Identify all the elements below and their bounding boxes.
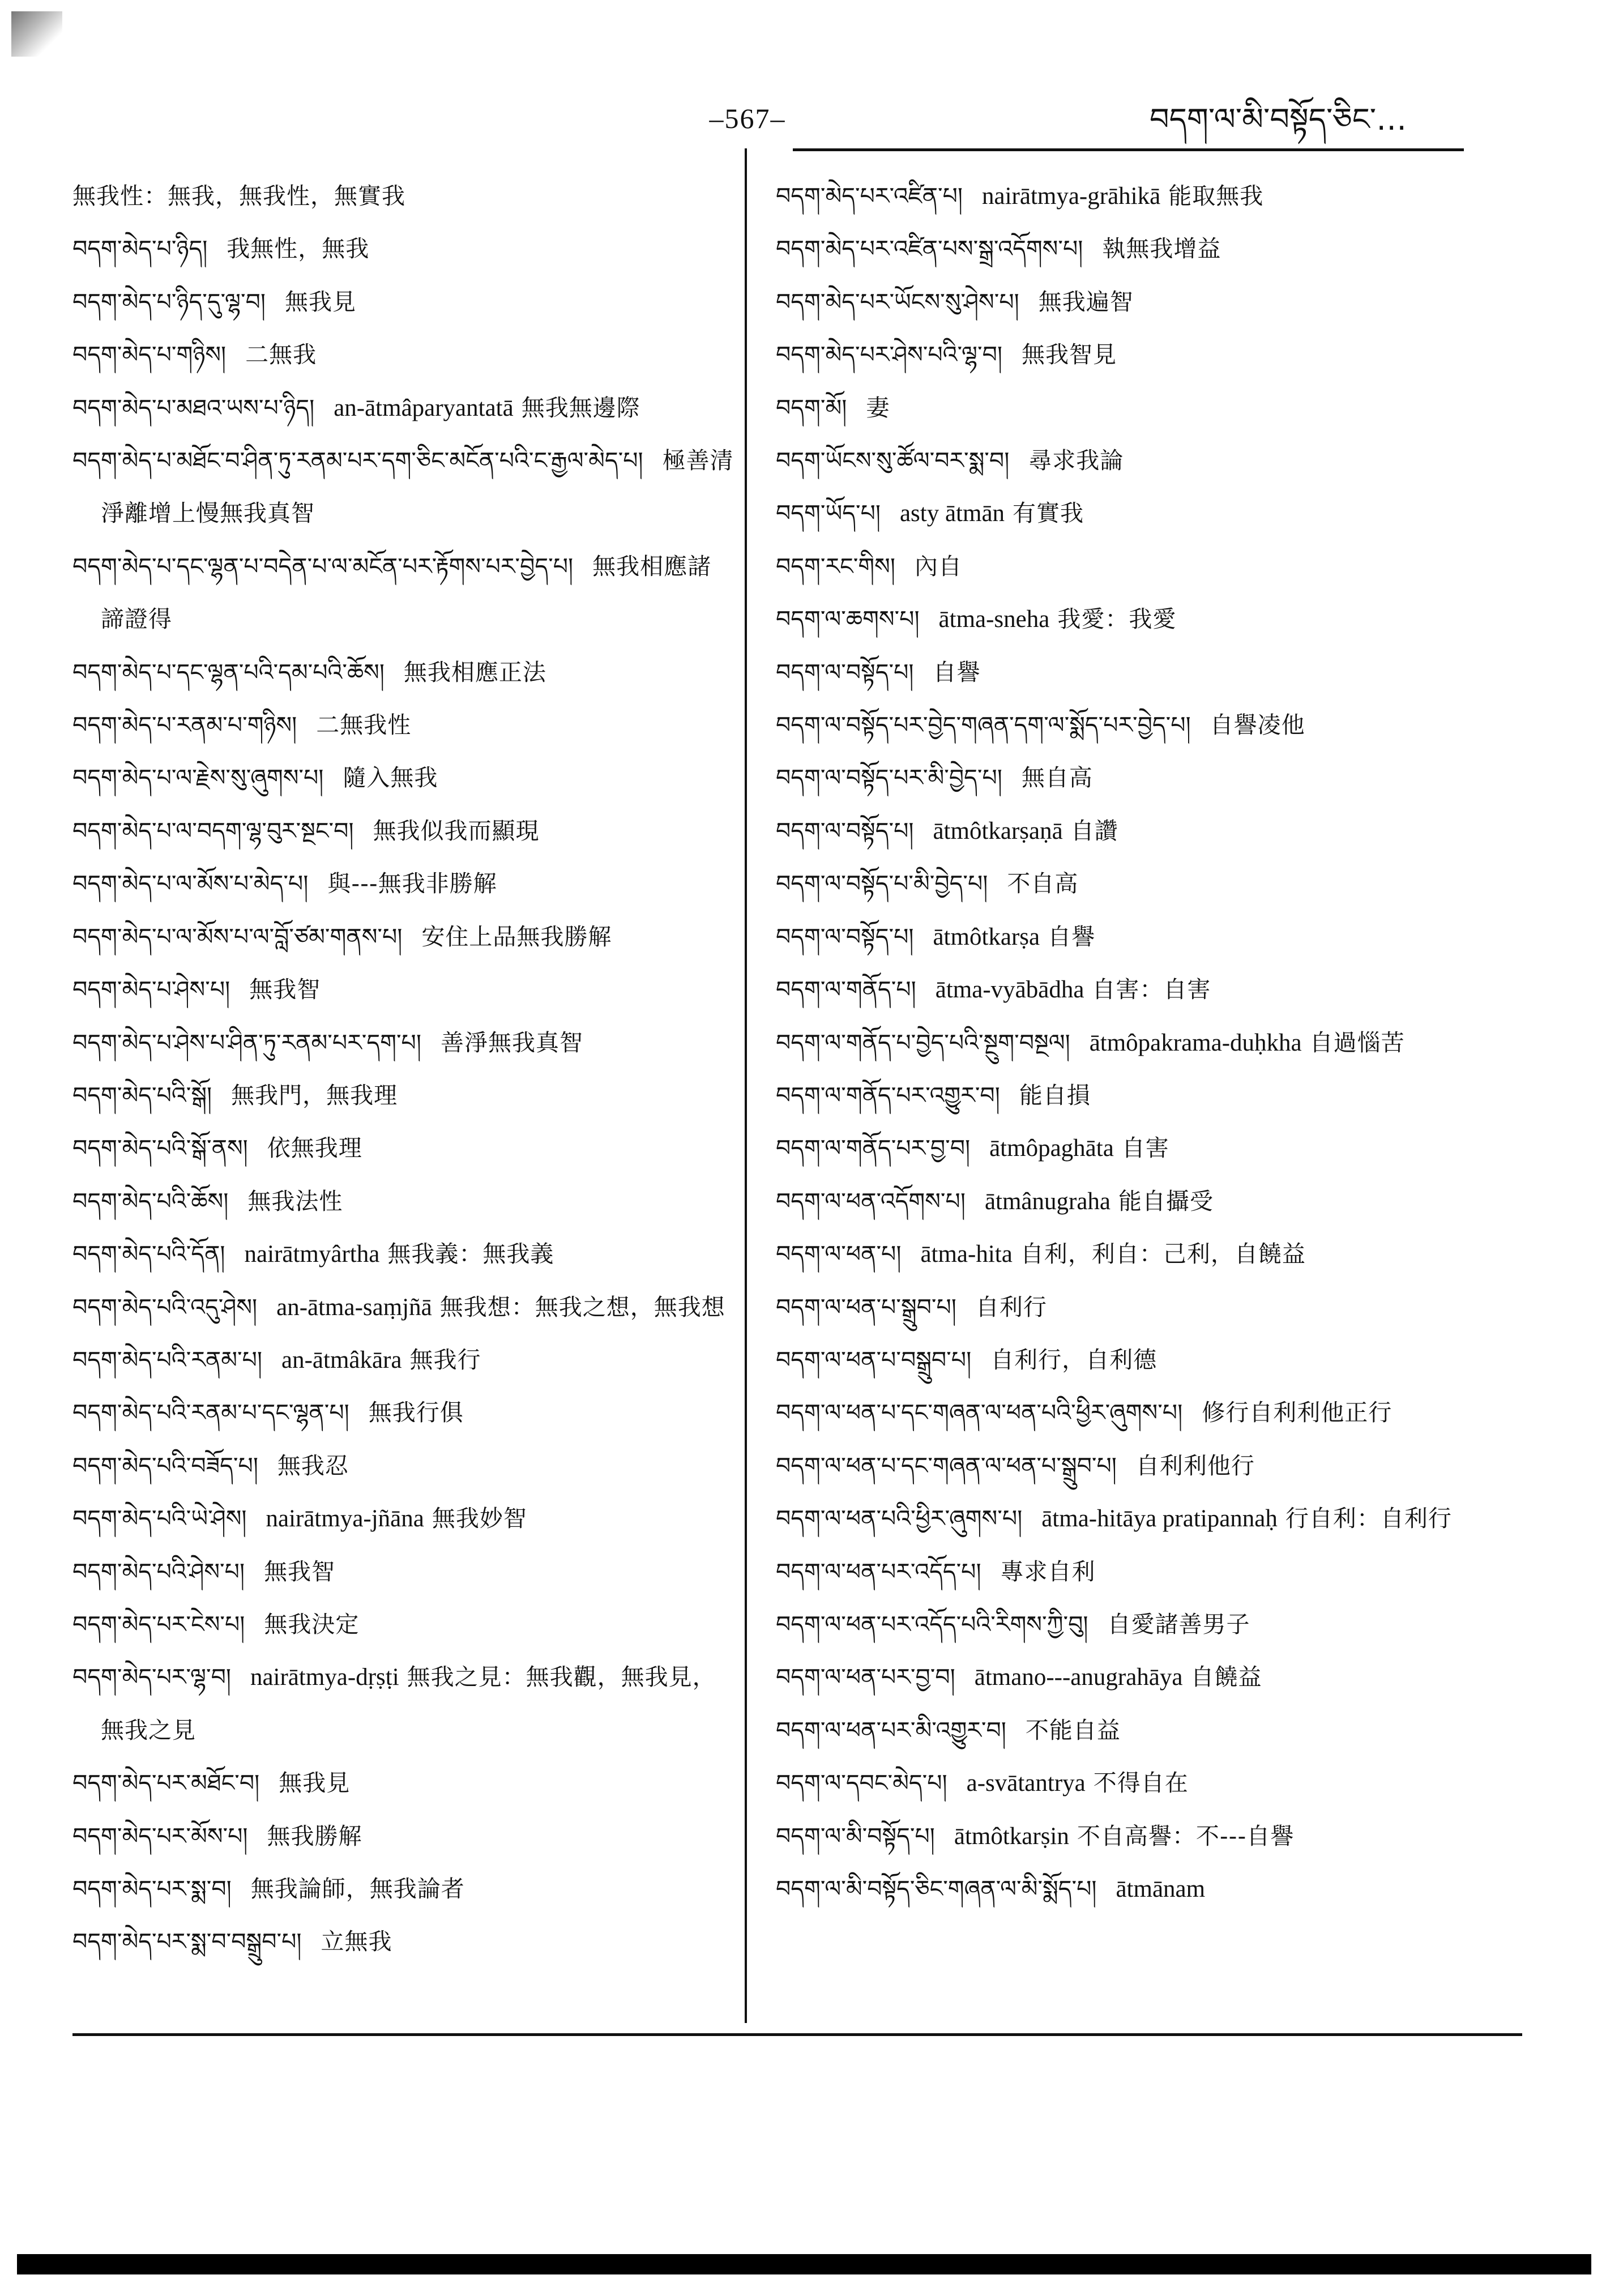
chinese-gloss: 無我見 bbox=[279, 1769, 351, 1797]
tibetan-term: བདག་མེད་པ་ལ་མོས་པ་ལ་བློ་ཙམ་གནས་པ། bbox=[72, 923, 403, 950]
dictionary-entry bbox=[776, 1863, 1489, 1915]
chinese-gloss: 無我行俱 bbox=[368, 1399, 464, 1427]
tibetan-term: བདག་ལ་བསྟོད་པ་མི་བྱེད་པ། bbox=[776, 870, 988, 898]
chinese-gloss: 自利，利自：己利，自饒益 bbox=[1020, 1240, 1306, 1268]
tibetan-term: བདག་ལ་ཕན་པ། bbox=[776, 1240, 902, 1268]
dictionary-entry bbox=[72, 276, 735, 328]
dictionary-entry bbox=[72, 752, 735, 804]
tibetan-term: བདག་ལ་ཕན་པར་འདོད་པའི་རིགས་ཀྱི་བུ། bbox=[776, 1610, 1088, 1638]
tibetan-term: བདག་ལ་མི་བསྟོད་པ། bbox=[776, 1822, 935, 1850]
chinese-gloss: 我愛：我愛 bbox=[1057, 605, 1177, 633]
tibetan-term: བདག་མེད་པའི་རནམ་པ། bbox=[72, 1346, 263, 1373]
chinese-gloss: 自利行 bbox=[975, 1293, 1047, 1321]
tibetan-term: བདག་མེད་པའི་བཟོད་པ། bbox=[72, 1452, 258, 1479]
sanskrit-equivalent: ātmânugraha bbox=[984, 1188, 1111, 1215]
chinese-gloss: 二無我 bbox=[245, 341, 317, 369]
chinese-gloss: 專求自利 bbox=[1000, 1557, 1096, 1585]
chinese-gloss: 自譽 bbox=[1048, 923, 1096, 950]
tibetan-term: བདག་ལ་ཕན་པར་བྱ་བ། bbox=[776, 1663, 955, 1691]
dictionary-entry bbox=[776, 540, 1489, 593]
tibetan-term: བདག་མེད་པར་སྨ་བ་བསྒྲུབ་པ། bbox=[72, 1928, 302, 1956]
tibetan-term: བདག་ལ་ཕན་འདོགས་པ། bbox=[776, 1187, 966, 1215]
dictionary-entry bbox=[776, 1492, 1489, 1545]
dictionary-entry bbox=[72, 911, 735, 963]
dictionary-entry bbox=[72, 170, 735, 223]
tibetan-term: བདག་ལ་བསྟོད་པར་མི་བྱེད་པ། bbox=[776, 764, 1002, 792]
dictionary-entry bbox=[776, 1386, 1489, 1439]
tibetan-term: བདག་ལ་བསྟོད་པ། bbox=[776, 658, 914, 686]
scan-smudge bbox=[11, 11, 62, 57]
chinese-gloss: 自害：自害 bbox=[1092, 976, 1211, 1004]
tibetan-term: བདག་མེད་པར་ངེས་པ། bbox=[72, 1610, 245, 1638]
tibetan-term: བདག་མེད་པར་ཡོངས་སུ་ཤེས་པ། bbox=[776, 288, 1019, 315]
dictionary-entry bbox=[776, 170, 1489, 223]
dictionary-entry bbox=[776, 805, 1489, 857]
sanskrit-equivalent: nairātmya-grāhikā bbox=[982, 183, 1161, 210]
dictionary-entry bbox=[776, 1334, 1489, 1386]
chinese-gloss: 不自高譽：不---自譽 bbox=[1077, 1822, 1295, 1850]
dictionary-entry bbox=[776, 434, 1489, 487]
chinese-gloss: 二無我性 bbox=[316, 711, 412, 739]
dictionary-entry bbox=[72, 1386, 735, 1439]
tibetan-term: བདག་ལ་ཕན་པར་མི་འགྱུར་བ། bbox=[776, 1716, 1006, 1744]
chinese-gloss: 自利利他行 bbox=[1135, 1452, 1255, 1479]
chinese-gloss: 無我勝解 bbox=[267, 1822, 362, 1850]
sanskrit-equivalent: an-ātmâparyantatā bbox=[334, 394, 514, 421]
chinese-gloss: 我無性，無我 bbox=[227, 235, 370, 263]
tibetan-term: བདག་མེད་པར་ལྷ་བ། bbox=[72, 1663, 231, 1691]
tibetan-term: བདག་ལ་གནོད་པར་འགྱུར་བ། bbox=[776, 1081, 1000, 1109]
tibetan-term: བདག་མེད་པའི་སྒོ་ནས། bbox=[72, 1134, 248, 1162]
dictionary-entry bbox=[776, 1175, 1489, 1228]
chinese-gloss: 自譽 bbox=[933, 658, 981, 686]
sanskrit-equivalent: ātma-hita bbox=[920, 1241, 1013, 1268]
chinese-gloss: 內自 bbox=[914, 552, 962, 580]
chinese-gloss: 無我想：無我之想，無我想 bbox=[439, 1293, 725, 1321]
dictionary-entry bbox=[776, 963, 1489, 1016]
chinese-gloss: 依無我理 bbox=[267, 1134, 362, 1162]
tibetan-term: བདག་ལ་གནོད་པར་བྱ་བ། bbox=[776, 1134, 971, 1162]
chinese-gloss: 無我性：無我，無我性，無實我 bbox=[72, 182, 405, 210]
tibetan-term: བདག་མེད་པ་ལ་བདག་ལྷ་བུར་སྔང་བ། bbox=[72, 817, 354, 844]
dictionary-entry bbox=[776, 487, 1489, 540]
tibetan-term: བདག་ལ་ཕན་པ་དང་གཞན་ལ་ཕན་པའི་ཕྱིར་ཞུགས་པ། bbox=[776, 1399, 1183, 1427]
tibetan-term: བདག་ཡོད་པ། bbox=[776, 500, 881, 527]
dictionary-entry bbox=[72, 857, 735, 910]
chinese-gloss: 修行自利利他正行 bbox=[1202, 1399, 1393, 1427]
dictionary-entry bbox=[776, 1810, 1489, 1863]
tibetan-term: བདག་མེད་པར་འཛིན་པས་སྒྲ་འདོགས་པ། bbox=[776, 235, 1083, 263]
dictionary-entry bbox=[72, 540, 735, 646]
chinese-gloss: 立無我 bbox=[321, 1928, 392, 1956]
chinese-gloss: 無我忍 bbox=[277, 1452, 349, 1479]
chinese-gloss: 無我義：無我義 bbox=[387, 1240, 554, 1268]
chinese-gloss: 無我智見 bbox=[1022, 341, 1117, 369]
dictionary-entry bbox=[776, 593, 1489, 646]
chinese-gloss: 行自利：自利行 bbox=[1285, 1505, 1452, 1533]
chinese-gloss: 自害 bbox=[1121, 1134, 1169, 1162]
dictionary-entry bbox=[72, 1492, 735, 1545]
chinese-gloss: 極善清淨離增上慢無我真智 bbox=[101, 447, 734, 527]
sanskrit-equivalent: ātmano---anugrahāya bbox=[974, 1664, 1183, 1691]
chinese-gloss: 無我智 bbox=[249, 976, 321, 1004]
dictionary-entry bbox=[776, 328, 1489, 381]
sanskrit-equivalent: a-svātantrya bbox=[966, 1770, 1086, 1797]
chinese-gloss: 無我無邊際 bbox=[521, 394, 640, 421]
tibetan-term: བདག་ལ་བསྟོད་པ། bbox=[776, 923, 914, 950]
dictionary-entry bbox=[72, 434, 735, 540]
scan-edge-bar bbox=[17, 2254, 1591, 2274]
sanskrit-equivalent: ātmôtkarṣaṇā bbox=[933, 817, 1063, 844]
dictionary-entry bbox=[72, 1915, 735, 1968]
dictionary-entry bbox=[72, 1122, 735, 1175]
chinese-gloss: 自讚 bbox=[1070, 817, 1118, 844]
tibetan-term: བདག་མེད་པའི་ཡེ་ཤེས། bbox=[72, 1505, 247, 1533]
tibetan-term: བདག་མེད་པའི་དོན། bbox=[72, 1240, 225, 1268]
dictionary-entry bbox=[776, 1069, 1489, 1122]
tibetan-term: བདག་མེད་པ་མཐོང་བ་ཤིན་ཏུ་རནམ་པར་དག་ཅིང་མངོན་པའི་ང་རྒྱལ་མེད་པ། bbox=[72, 447, 643, 475]
dictionary-entry bbox=[776, 699, 1489, 752]
chinese-gloss: 能自攝受 bbox=[1118, 1187, 1214, 1215]
sanskrit-equivalent: nairātmya-jñāna bbox=[266, 1505, 424, 1533]
tibetan-term: བདག་མེད་པ་དང་ལྷན་པའི་དམ་པའི་ཆོས། bbox=[72, 658, 385, 686]
dictionary-entry bbox=[776, 276, 1489, 328]
chinese-gloss: 妻 bbox=[866, 394, 890, 421]
dictionary-entry bbox=[776, 1651, 1489, 1704]
tibetan-term: བདག་མེད་པའི་ཤེས་པ། bbox=[72, 1557, 245, 1585]
dictionary-entry bbox=[776, 382, 1489, 434]
dictionary-entry bbox=[72, 646, 735, 699]
dictionary-entry bbox=[776, 911, 1489, 963]
tibetan-term: བདག་མེད་པར་མོས་པ། bbox=[72, 1822, 248, 1850]
tibetan-term: བདག་ལ་ཕན་པ་དང་གཞན་ལ་ཕན་པ་སྒྲུབ་པ། bbox=[776, 1452, 1117, 1479]
dictionary-entry bbox=[72, 328, 735, 381]
sanskrit-equivalent: ātma-sneha bbox=[938, 606, 1050, 633]
tibetan-term: བདག་མེད་པ་ལ་མོས་པ་མེད་པ། bbox=[72, 870, 309, 898]
dictionary-entry bbox=[72, 963, 735, 1016]
tibetan-term: བདག་མེད་པ་རནམ་པ་གཉིས། bbox=[72, 711, 297, 739]
tibetan-term: བདག་མེད་པར་མཐོང་བ། bbox=[72, 1769, 260, 1797]
chinese-gloss: 善淨無我真智 bbox=[440, 1028, 583, 1056]
tibetan-term: བདག་མེད་པར་ཤེས་པའི་ལྷ་བ། bbox=[776, 341, 1002, 369]
chinese-gloss: 無我妙智 bbox=[432, 1505, 527, 1533]
right-column bbox=[776, 170, 1489, 2022]
dictionary-entry bbox=[776, 1546, 1489, 1598]
chinese-gloss: 尋求我論 bbox=[1028, 447, 1124, 475]
tibetan-term: བདག་ལ་ཕན་པར་འདོད་པ། bbox=[776, 1557, 981, 1585]
dictionary-entry bbox=[776, 1281, 1489, 1334]
dictionary-entry bbox=[72, 699, 735, 752]
sanskrit-equivalent: an-ātma-saṃjñā bbox=[276, 1294, 432, 1321]
dictionary-entry bbox=[776, 1757, 1489, 1810]
dictionary-entry bbox=[72, 1228, 735, 1281]
sanskrit-equivalent: ātmôtkarṣa bbox=[933, 923, 1040, 950]
chinese-gloss: 自譽凌他 bbox=[1210, 711, 1305, 739]
chinese-gloss: 自饒益 bbox=[1190, 1663, 1262, 1691]
dictionary-entry bbox=[72, 1757, 735, 1810]
tibetan-term: བདག་མེད་པ་ཤེས་པ་ཤིན་ཏུ་རནམ་པར་དག་པ། bbox=[72, 1028, 421, 1056]
header-rule bbox=[793, 148, 1464, 151]
column-divider bbox=[745, 148, 747, 2023]
chinese-gloss: 無我之見：無我觀，無我見，無我之見 bbox=[101, 1663, 716, 1744]
sanskrit-equivalent: ātma-hitāya pratipannaḥ bbox=[1041, 1505, 1278, 1533]
tibetan-term: བདག་མེད་པ་དང་ལྷན་པ་བདེན་པ་ལ་མངོན་པར་རྟོགས་པར་བྱེད་པ། bbox=[72, 552, 574, 580]
tibetan-term: བདག་མེད་པར་སྨ་བ། bbox=[72, 1875, 232, 1902]
tibetan-term: བདག་མེད་པ་ལ་རྗེས་སུ་ཞུགས་པ། bbox=[72, 764, 324, 792]
dictionary-entry bbox=[72, 1810, 735, 1863]
tibetan-term: བདག་མེད་པ་ཉིད་དུ་ལྷ་བ། bbox=[72, 288, 266, 315]
chinese-gloss: 無我決定 bbox=[264, 1610, 360, 1638]
chinese-gloss: 無我似我而顯現 bbox=[373, 817, 540, 844]
chinese-gloss: 無我相應諸諦證得 bbox=[101, 552, 712, 633]
chinese-gloss: 不得自在 bbox=[1093, 1769, 1189, 1797]
tibetan-term: བདག་མེད་པར་འཛིན་པ། bbox=[776, 182, 963, 210]
chinese-gloss: 不自高 bbox=[1007, 870, 1079, 898]
sanskrit-equivalent: ātmôtkarṣin bbox=[954, 1823, 1069, 1850]
chinese-gloss: 能自損 bbox=[1019, 1081, 1091, 1109]
tibetan-term: བདག་ལ་མི་བསྟོད་ཅིང་གཞན་ལ་མི་སྨོད་པ། bbox=[776, 1875, 1097, 1902]
tibetan-term: བདག་མེད་པའི་སྒོ། bbox=[72, 1081, 212, 1109]
tibetan-term: བདག་ལ་ཕན་པའི་ཕྱིར་ཞུགས་པ། bbox=[776, 1505, 1023, 1533]
sanskrit-equivalent: ātmānam bbox=[1116, 1876, 1206, 1902]
dictionary-entry bbox=[72, 1546, 735, 1598]
chinese-gloss: 自愛諸善男子 bbox=[1107, 1610, 1250, 1638]
running-head: བདག་ལ་མི་བསྟོད་ཅིང་… bbox=[1150, 101, 1407, 137]
tibetan-term: བདག་མེད་པ་ཤེས་པ། bbox=[72, 976, 230, 1004]
tibetan-term: བདག་ལ་གནོད་པ་བྱེད་པའི་སྔུག་བསྔལ། bbox=[776, 1028, 1070, 1056]
dictionary-entry bbox=[776, 223, 1489, 275]
tibetan-term: བདག་ལ་གནོད་པ། bbox=[776, 976, 916, 1004]
dictionary-entry bbox=[776, 1704, 1489, 1757]
tibetan-term: བདག་མེད་པ་ཉིད། bbox=[72, 235, 208, 263]
dictionary-entry bbox=[72, 1069, 735, 1122]
chinese-gloss: 自利行，自利德 bbox=[990, 1346, 1158, 1373]
tibetan-term: བདག་མེད་པ་མཐའ་ཡས་པ་ཉིད། bbox=[72, 394, 315, 421]
dictionary-entry bbox=[72, 1440, 735, 1492]
dictionary-entry bbox=[776, 752, 1489, 804]
dictionary-entry bbox=[72, 805, 735, 857]
dictionary-entry bbox=[72, 1651, 735, 1757]
tibetan-term: བདག་མེད་པའི་འདུ་ཤེས། bbox=[72, 1293, 258, 1321]
dictionary-entry bbox=[72, 1281, 735, 1334]
chinese-gloss: 執無我增益 bbox=[1102, 235, 1221, 263]
tibetan-term: བདག་མོ། bbox=[776, 394, 847, 421]
chinese-gloss: 無我相應正法 bbox=[403, 658, 546, 686]
sanskrit-equivalent: nairātmya-dṛṣṭi bbox=[250, 1664, 399, 1691]
dictionary-entry bbox=[72, 1334, 735, 1386]
chinese-gloss: 無自高 bbox=[1021, 764, 1093, 792]
dictionary-entry bbox=[776, 646, 1489, 699]
chinese-gloss: 無我見 bbox=[285, 288, 357, 315]
chinese-gloss: 不能自益 bbox=[1025, 1716, 1121, 1744]
sanskrit-equivalent: ātmôpaghāta bbox=[989, 1135, 1114, 1162]
dictionary-entry bbox=[72, 1175, 735, 1228]
chinese-gloss: 自過惱苦 bbox=[1309, 1028, 1405, 1056]
chinese-gloss: 無我行 bbox=[409, 1346, 481, 1373]
chinese-gloss: 無我論師，無我論者 bbox=[250, 1875, 465, 1902]
dictionary-entry bbox=[72, 1863, 735, 1915]
tibetan-term: བདག་རང་གིས། bbox=[776, 552, 895, 580]
tibetan-term: བདག་ལ་བསྟོད་པ། bbox=[776, 817, 914, 844]
dictionary-entry bbox=[72, 223, 735, 275]
dictionary-entry bbox=[776, 857, 1489, 910]
tibetan-term: བདག་མེད་པའི་ཆོས། bbox=[72, 1187, 229, 1215]
dictionary-entry bbox=[72, 382, 735, 434]
chinese-gloss: 無我遍智 bbox=[1038, 288, 1134, 315]
dictionary-entry bbox=[72, 1017, 735, 1069]
sanskrit-equivalent: ātmôpakrama-duḥkha bbox=[1089, 1029, 1302, 1056]
chinese-gloss: 安住上品無我勝解 bbox=[421, 923, 612, 950]
dictionary-entry bbox=[776, 1440, 1489, 1492]
footer-rule bbox=[72, 2033, 1522, 2036]
dictionary-entry bbox=[776, 1017, 1489, 1069]
tibetan-term: བདག་ལ་ཆགས་པ། bbox=[776, 605, 920, 633]
chinese-gloss: 無我門，無我理 bbox=[231, 1081, 398, 1109]
tibetan-term: བདག་ལ་བསྟོད་པར་བྱེད་གཞན་དག་ལ་སྨོད་པར་བྱེད་པ། bbox=[776, 711, 1191, 739]
sanskrit-equivalent: asty ātmān bbox=[899, 500, 1005, 527]
dictionary-entry bbox=[776, 1598, 1489, 1651]
sanskrit-equivalent: nairātmyârtha bbox=[244, 1241, 380, 1268]
sanskrit-equivalent: an-ātmâkāra bbox=[281, 1346, 402, 1373]
tibetan-term: བདག་ལ་དབང་མེད་པ། bbox=[776, 1769, 947, 1797]
tibetan-term: བདག་ལ་ཕན་པ་བསྒྲུབ་པ། bbox=[776, 1346, 972, 1373]
tibetan-term: བདག་མེད་པའི་རནམ་པ་དང་ལྷན་པ། bbox=[72, 1399, 349, 1427]
chinese-gloss: 有實我 bbox=[1013, 500, 1084, 527]
dictionary-entry bbox=[776, 1228, 1489, 1281]
dictionary-entry bbox=[776, 1122, 1489, 1175]
tibetan-term: བདག་ཡོངས་སུ་ཚོལ་བར་སྨ་བ། bbox=[776, 447, 1010, 475]
chinese-gloss: 無我智 bbox=[264, 1557, 336, 1585]
sanskrit-equivalent: ātma-vyābādha bbox=[935, 976, 1084, 1004]
tibetan-term: བདག་ལ་ཕན་པ་སྒྲུབ་པ། bbox=[776, 1293, 956, 1321]
page-number: –567– bbox=[709, 103, 786, 134]
chinese-gloss: 無我法性 bbox=[247, 1187, 343, 1215]
chinese-gloss: 能取無我 bbox=[1168, 182, 1264, 210]
tibetan-term: བདག་མེད་པ་གཉིས། bbox=[72, 341, 227, 369]
chinese-gloss: 隨入無我 bbox=[343, 764, 438, 792]
left-column bbox=[72, 170, 735, 2022]
chinese-gloss: 與---無我非勝解 bbox=[327, 870, 497, 898]
dictionary-entry bbox=[72, 1598, 735, 1651]
